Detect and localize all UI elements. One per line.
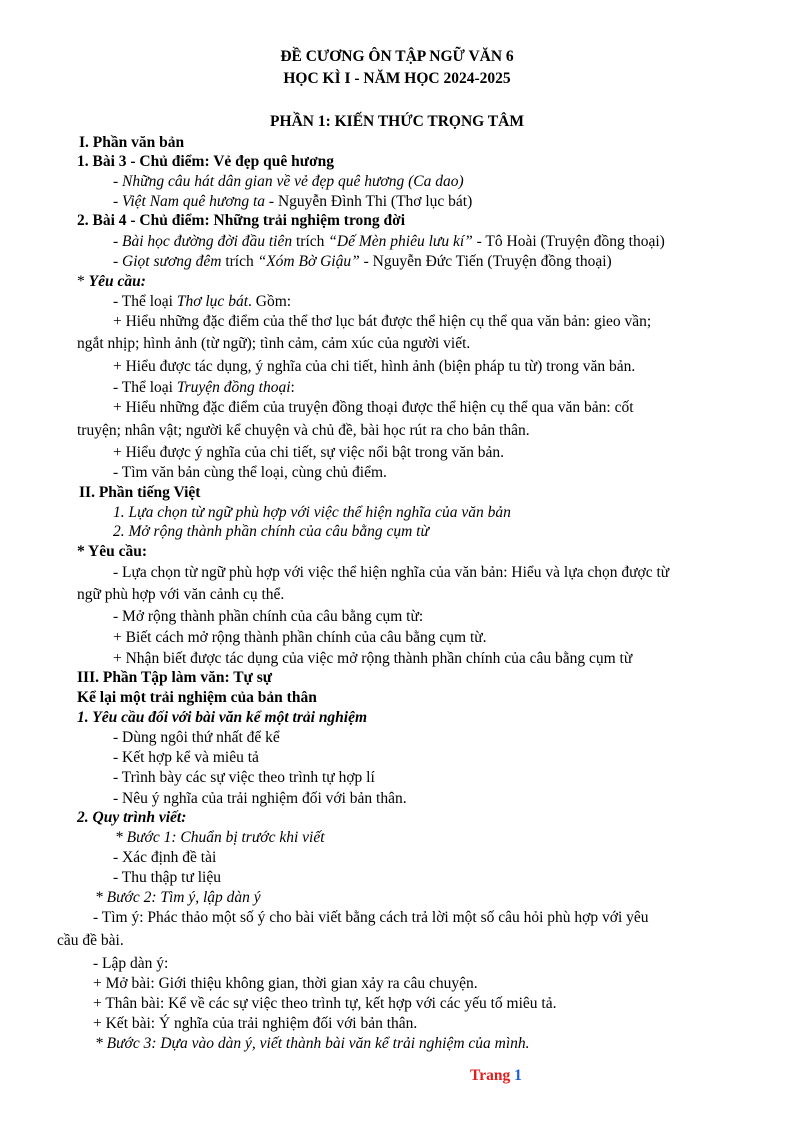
writing-req-line: - Trình bày các sự việc theo trình tự hợp lí bbox=[113, 769, 375, 786]
lesson-4-item-2 bbox=[113, 252, 612, 272]
doc-subtitle: HỌC KÌ I - NĂM HỌC 2024-2025 bbox=[283, 70, 511, 87]
req-line bbox=[113, 378, 295, 398]
outline-line: + Mở bài: Giới thiệu không gian, thời gian xảy ra câu chuyện. bbox=[93, 975, 478, 992]
item-source: “Dế Mèn phiêu lưu kí” bbox=[328, 233, 473, 250]
lesson-3-item-1: - Những câu hát dân gian về vẻ đẹp quê hương (Ca dao) bbox=[113, 173, 464, 190]
step-1-heading: * Bước 1: Chuẩn bị trước khi viết bbox=[115, 829, 325, 846]
item-title: - Bài học đường đời đầu tiên bbox=[113, 233, 293, 250]
item-author: - Nguyễn Đình Thi (Thơ lục bát) bbox=[265, 193, 473, 210]
grammar-item-1: 1. Lựa chọn từ ngữ phù hợp với việc thể hiện nghĩa của văn bản bbox=[113, 504, 511, 521]
req-line: + Hiểu những đặc điểm của thể thơ lục bát được thể hiện cụ thể qua văn bản: gieo vần; bbox=[113, 313, 652, 330]
item-source: “Xóm Bờ Giậu” bbox=[257, 253, 360, 270]
step-3-heading: * Bước 3: Dựa vào dàn ý, viết thành bài văn kể trải nghiệm của mình. bbox=[95, 1035, 530, 1052]
req-line: + Hiểu những đặc điểm của truyện đồng thoại được thể hiện cụ thể qua văn bản: cốt bbox=[113, 399, 634, 416]
step-line: cầu đề bài. bbox=[57, 932, 124, 949]
genre-name: Thơ lục bát bbox=[176, 293, 248, 310]
requirements-heading bbox=[77, 272, 146, 292]
item-connector: trích bbox=[221, 253, 258, 270]
page-footer bbox=[470, 1067, 522, 1085]
step-line: - Xác định đề tài bbox=[113, 849, 217, 866]
genre-name: Truyện đồng thoại bbox=[176, 379, 291, 396]
lesson-4-item-1 bbox=[113, 232, 665, 252]
step-2-heading: * Bước 2: Tìm ý, lập dàn ý bbox=[95, 889, 261, 906]
req-text: - Thể loại bbox=[113, 293, 177, 310]
section-3-subheading: Kể lại một trải nghiệm của bản thân bbox=[77, 689, 317, 706]
req-line: truyện; nhân vật; người kể chuyện và chủ đề, bài học rút ra cho bản thân. bbox=[77, 422, 530, 439]
req-line: + Hiểu được tác dụng, ý nghĩa của chi tiết, hình ảnh (biện pháp tu từ) trong văn bản. bbox=[113, 358, 636, 375]
star-marker: * bbox=[77, 273, 89, 290]
lesson-4-heading: 2. Bài 4 - Chủ điểm: Những trải nghiệm trong đời bbox=[77, 212, 406, 229]
outline-line: + Thân bài: Kể về các sự việc theo trình tự, kết hợp với các yếu tố miêu tả. bbox=[93, 995, 557, 1012]
item-connector: trích bbox=[292, 233, 329, 250]
req-line bbox=[113, 292, 291, 312]
section-heading-3: III. Phần Tập làm văn: Tự sự bbox=[77, 669, 273, 686]
item-title: - Giọt sương đêm bbox=[113, 253, 222, 270]
lesson-3-heading: 1. Bài 3 - Chủ điểm: Vẻ đẹp quê hương bbox=[77, 153, 335, 170]
requirements-heading-2: * Yêu cầu: bbox=[77, 543, 148, 560]
page-number: 1 bbox=[514, 1067, 522, 1084]
step-line: - Lập dàn ý: bbox=[93, 955, 169, 972]
step-line: - Thu thập tư liệu bbox=[113, 869, 221, 886]
req-text: : bbox=[290, 379, 295, 396]
req-line: - Tìm văn bản cùng thể loại, cùng chủ điểm. bbox=[113, 464, 387, 481]
part-title: PHẦN 1: KIẾN THỨC TRỌNG TÂM bbox=[270, 113, 524, 130]
item-author: - Tô Hoài (Truyện đồng thoại) bbox=[472, 233, 665, 250]
req-text: - Thể loại bbox=[113, 379, 177, 396]
req-line: + Nhận biết được tác dụng của việc mở rộng thành phần chính của câu bằng cụm từ bbox=[113, 650, 633, 667]
writing-req-line: - Kết hợp kể và miêu tả bbox=[113, 749, 259, 766]
grammar-item-2: 2. Mở rộng thành phần chính của câu bằng cụm từ bbox=[113, 523, 429, 540]
req-text: . Gồm: bbox=[248, 293, 292, 310]
req-line: + Biết cách mở rộng thành phần chính của câu bằng cụm từ. bbox=[113, 629, 487, 646]
req-line: - Lựa chọn từ ngữ phù hợp với việc thể hiện nghĩa của văn bản: Hiểu và lựa chọn được từ bbox=[113, 564, 670, 581]
writing-req-line: - Dùng ngôi thứ nhất để kể bbox=[113, 729, 280, 746]
section-heading-2: II. Phần tiếng Việt bbox=[79, 484, 201, 501]
item-title: - Việt Nam quê hương ta bbox=[113, 193, 266, 210]
req-line: ngữ phù hợp với văn cảnh cụ thể. bbox=[77, 586, 285, 603]
req-line: + Hiểu được ý nghĩa của chi tiết, sự việc nổi bật trong văn bản. bbox=[113, 444, 504, 461]
section-heading-1: I. Phần văn bản bbox=[79, 134, 185, 151]
page-label: Trang bbox=[470, 1067, 511, 1084]
process-heading: 2. Quy trình viết: bbox=[77, 809, 187, 826]
req-line: - Mở rộng thành phần chính của câu bằng cụm từ: bbox=[113, 608, 424, 625]
req-line: ngắt nhịp; hình ảnh (từ ngữ); tình cảm, cảm xúc của người viết. bbox=[77, 335, 471, 352]
doc-title: ĐỀ CƯƠNG ÔN TẬP NGỮ VĂN 6 bbox=[280, 48, 514, 65]
step-line: - Tìm ý: Phác thảo một số ý cho bài viết bằng cách trả lời một số câu hỏi phù hợp với yêu bbox=[93, 909, 649, 926]
item-author: - Nguyễn Đức Tiến (Truyện đồng thoại) bbox=[359, 253, 612, 270]
writing-requirements-heading: 1. Yêu cầu đối với bài văn kể một trải nghiệm bbox=[77, 709, 368, 726]
writing-req-line: - Nêu ý nghĩa của trải nghiệm đối với bản thân. bbox=[113, 790, 407, 807]
lesson-3-item-2 bbox=[113, 192, 472, 212]
requirements-label: Yêu cầu: bbox=[88, 273, 146, 290]
outline-line: + Kết bài: Ý nghĩa của trải nghiệm đối với bản thân. bbox=[93, 1015, 418, 1032]
